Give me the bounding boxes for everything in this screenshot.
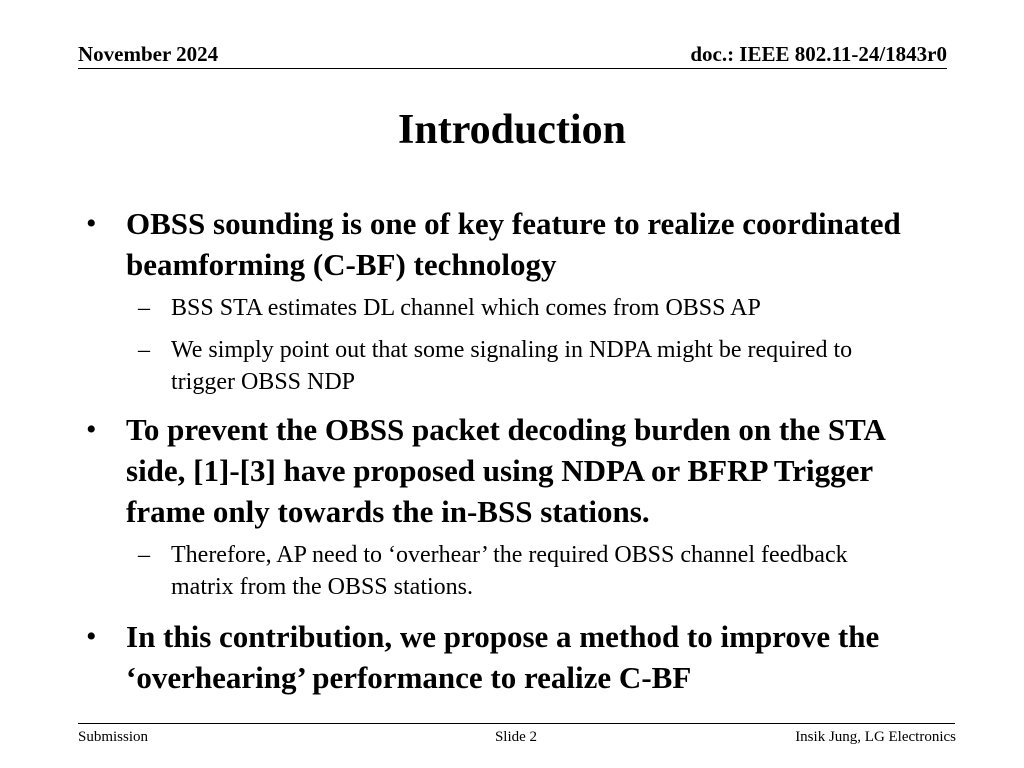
sub-bullet-text: Therefore, AP need to ‘overhear’ the required OBSS channel feedback matrix from the OBSS stations. xyxy=(171,542,848,600)
footer-author: Insik Jung, LG Electronics xyxy=(795,729,956,745)
header-date: November 2024 xyxy=(78,42,219,66)
slide-title: Introduction xyxy=(398,107,626,153)
header-doc-id: doc.: IEEE 802.11-24/1843r0 xyxy=(690,42,947,66)
footer-slide-number: Slide 2 xyxy=(494,729,538,745)
bullet-marker: • xyxy=(86,207,97,240)
bullet-text: To prevent the OBSS packet decoding burden on the STA side, [1]-[3] have proposed using NDPA or BFRP Trigger frame only towards the in-BSS stations. xyxy=(126,412,885,529)
bullet-marker: • xyxy=(86,620,97,653)
bullet-marker: • xyxy=(86,413,97,446)
header-divider xyxy=(78,68,947,69)
sub-bullet-text: BSS STA estimates DL channel which comes from OBSS AP xyxy=(171,295,761,321)
sub-bullet-marker: – xyxy=(138,337,150,363)
footer-submission: Submission xyxy=(78,729,149,745)
sub-bullet-marker: – xyxy=(138,295,150,321)
sub-bullet-text: We simply point out that some signaling in NDPA might be required to trigger OBSS NDP xyxy=(171,337,853,395)
bullet-text: OBSS sounding is one of key feature to realize coordinated beamforming (C-BF) technology xyxy=(126,206,901,282)
bullet-text: In this contribution, we propose a method to improve the ‘overhearing’ performance to realize C-BF xyxy=(126,619,880,695)
footer-divider xyxy=(78,723,955,724)
sub-bullet-marker: – xyxy=(138,542,150,568)
